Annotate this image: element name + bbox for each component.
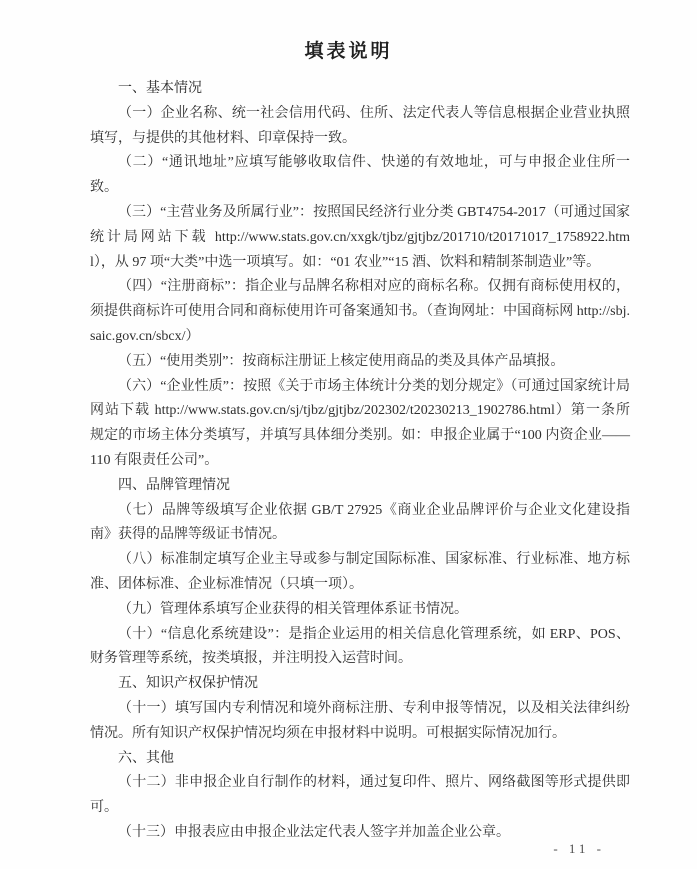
section-heading-brand-mgmt: 四、品牌管理情况	[118, 477, 230, 493]
paragraph-item-9: （九）管理体系填写企业获得的相关管理体系证书情况。	[118, 601, 468, 617]
page-title: 填表说明	[304, 41, 393, 62]
paragraph-item-3: （三）“主营业务及所属行业”：按照国民经济行业分类 GBT4754-2017（可通过国家统计局网站下载 http://www.stats.gov.cn/xxgk/tjbz/gjtjbz/201710/t20171017_1758922.html），从 97 项“大类”中选一项填写。如：“01 农业”“15 酒、饮料和精制茶制造业”等。	[90, 204, 630, 270]
paragraph-item-5: （五）“使用类别”：按商标注册证上核定使用商品的类及具体产品填报。	[118, 353, 565, 369]
paragraph-item-10: （十）“信息化系统建设”：是指企业运用的相关信息化管理系统，如 ERP、POS、财务管理等系统，按类填报，并注明投入运营时间。	[90, 626, 630, 667]
paragraph-item-7: （七）品牌等级填写企业依据 GB/T 27925《商业企业品牌评价与企业文化建设指南》获得的品牌等级证书情况。	[90, 502, 630, 543]
paragraph-item-2: （二）“通讯地址”应填写能够收取信件、快递的有效地址，可与申报企业住所一致。	[90, 155, 630, 196]
section-heading-ip-protect: 五、知识产权保护情况	[118, 676, 258, 692]
section-heading-other: 六、其他	[118, 750, 174, 766]
page-number: - 11 -	[553, 841, 605, 856]
paragraph-item-1: （一）企业名称、统一社会信用代码、住所、法定代表人等信息根据企业营业执照填写，与提供的其他材料、印章保持一致。	[90, 105, 630, 146]
paragraph-item-12: （十二）非申报企业自行制作的材料，通过复印件、照片、网络截图等形式提供即可。	[90, 775, 630, 816]
paragraph-item-6: （六）“企业性质”：按照《关于市场主体统计分类的划分规定》（可通过国家统计局网站下载 http://www.stats.gov.cn/sj/tjbz/gjtjbz/202302/t20230213_1902786.html）第一条所规定的市场主体分类填写，并填写具体细分类别。如：申报企业属于“100 内资企业——110 有限责任公司”。	[90, 378, 630, 468]
paragraph-item-11: （十一）填写国内专利情况和境外商标注册、专利申报等情况，以及相关法律纠纷情况。所有知识产权保护情况均须在申报材料中说明。可根据实际情况加行。	[90, 700, 630, 741]
paragraph-item-13: （十三）申报表应由申报企业法定代表人签字并加盖企业公章。	[118, 824, 510, 840]
document-body	[90, 77, 630, 846]
paragraph-item-8: （八）标准制定填写企业主导或参与制定国际标准、国家标准、行业标准、地方标准、团体标准、企业标准情况（只填一项）。	[90, 552, 630, 592]
section-heading-basic-info: 一、基本情况	[118, 81, 202, 96]
paragraph-item-4: （四）“注册商标”：指企业与品牌名称相对应的商标名称。仅拥有商标使用权的，须提供商标许可使用合同和商标使用许可备案通知书。（查询网址：中国商标网 http://sbj.saic.gov.cn/sbcx/）	[90, 279, 630, 344]
